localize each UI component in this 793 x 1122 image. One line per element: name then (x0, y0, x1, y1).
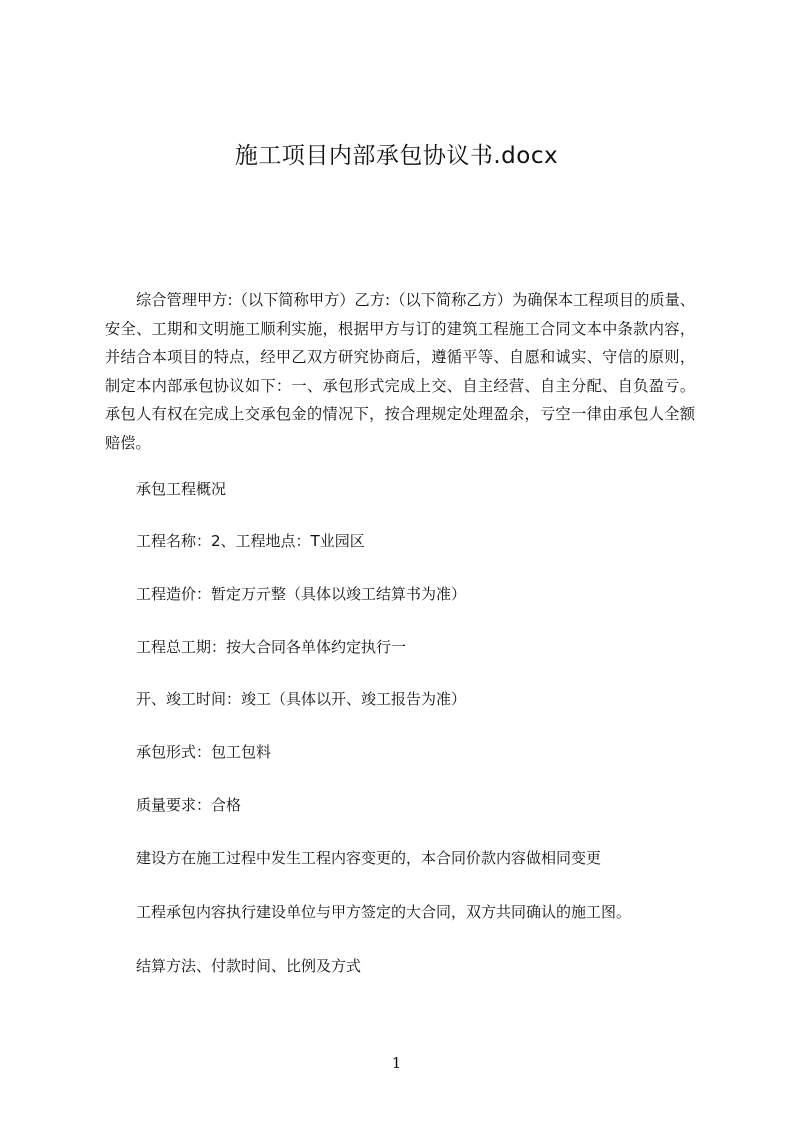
change-clause-line: 建设方在施工过程中发生工程内容变更的，本合同价款内容做相同变更 (136, 849, 602, 867)
start-end-time-line: 开、竣工时间：竣工（具体以开、竣工报告为准） (136, 690, 467, 708)
document-title: 施工项目内部承包协议书.docx (234, 143, 559, 169)
project-name-line: 工程名称：2、工程地点：T业园区 (136, 532, 365, 550)
contract-form-line: 承包形式：包工包料 (136, 743, 272, 761)
project-cost-line: 工程造价：暂定万亓整（具体以竣工结算书为准） (136, 585, 467, 603)
project-duration-line: 工程总工期：按大合同各单体约定执行一 (136, 638, 407, 656)
settlement-heading-line: 结算方法、付款时间、比例及方式 (136, 957, 362, 975)
quality-requirement-line: 质量要求：合格 (136, 796, 242, 814)
page-number: 1 (391, 1054, 402, 1072)
intro-paragraph: 综合管理甲方:（以下简称甲方）乙方:（以下简称乙方）为确保本工程项目的质量、安全、工期和文明施工顺利实施，根据甲方与订的建筑工程施工合同文本中条款内容，并结合本项目的特点，经甲乙双方研究协商后，遵循平等、自愿和诚实、守信的原则，制定本内部承包协议如下：一、承包形式完成上交、自主经营、自主分配、自负盈亏。承包人有权在完成上交承包金的情况下，按合理规定处理盈余，亏空一律由承包人全额赔偿。 (105, 291, 695, 452)
scope-clause-line: 工程承包内容执行建设单位与甲方签定的大合同，双方共同确认的施工图。 (136, 903, 632, 921)
section-heading-project-overview: 承包工程概况 (136, 480, 227, 498)
